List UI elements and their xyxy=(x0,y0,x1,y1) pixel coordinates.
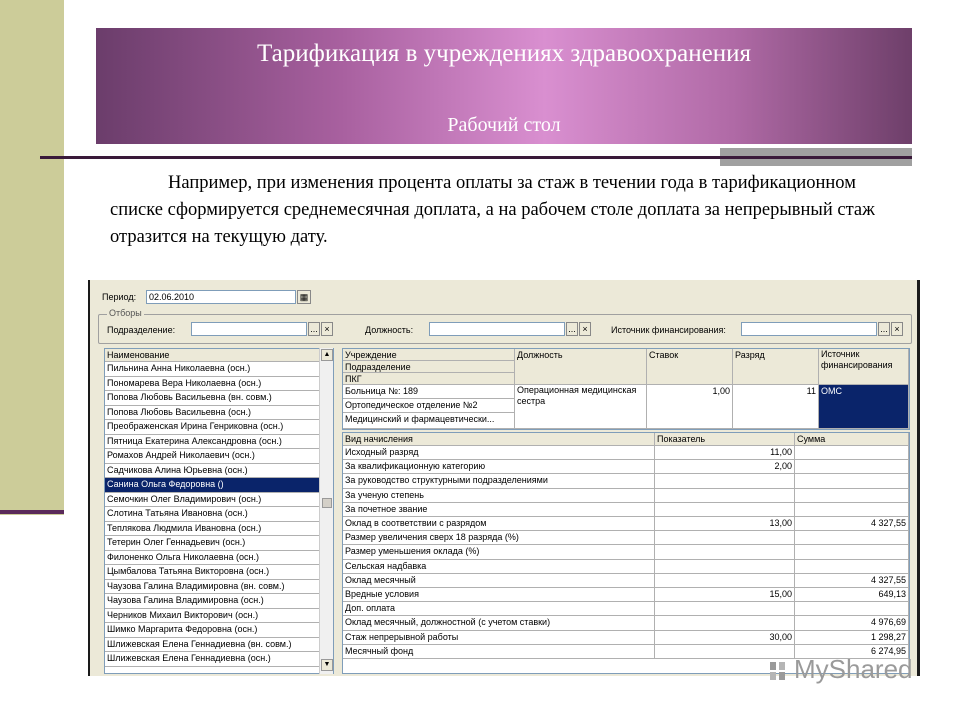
accrual-indicator-cell[interactable] xyxy=(655,489,795,503)
col-accrual-type: Вид начисления xyxy=(343,433,655,446)
filter-source-select-button[interactable]: ... xyxy=(878,322,890,336)
slide-title: Тарификация в учреждениях здравоохранения xyxy=(257,40,751,67)
accrual-sum-cell[interactable] xyxy=(795,503,909,517)
accrual-type-cell[interactable]: За руководство структурными подразделениями xyxy=(343,474,655,488)
accrual-indicator-cell[interactable] xyxy=(655,574,795,588)
accrual-type-cell[interactable]: Размер увеличения сверх 18 разряда (%) xyxy=(343,531,655,545)
accrual-sum-cell[interactable] xyxy=(795,602,909,616)
slide-body-text: Например, при изменения процента оплаты за стаж в течении года в тарификационном списке сформируется среднемесячная доплата, а на рабочем столе доплата за непрерывный стаж отразится на текущую дату. xyxy=(110,173,875,247)
accrual-indicator-cell[interactable]: 15,00 xyxy=(655,588,795,602)
list-item[interactable]: Преображенская Ирина Генриковна (осн.) xyxy=(105,420,321,435)
accrual-indicator-cell[interactable] xyxy=(655,602,795,616)
list-item[interactable]: Слотина Татьяна Ивановна (осн.) xyxy=(105,507,321,522)
accrual-sum-cell[interactable]: 1 298,27 xyxy=(795,631,909,645)
list-item[interactable]: Шлижевская Елена Геннадиевна (осн.) xyxy=(105,652,321,667)
list-item[interactable]: Пильнина Анна Николаевна (осн.) xyxy=(105,362,321,377)
list-item[interactable]: Садчикова Алина Юрьевна (осн.) xyxy=(105,464,321,479)
accrual-type-cell[interactable]: Размер уменьшения оклада (%) xyxy=(343,545,655,559)
list-item[interactable]: Чаузова Галина Владимировна (вн. совм.) xyxy=(105,580,321,595)
list-item[interactable]: Ромахов Андрей Николаевич (осн.) xyxy=(105,449,321,464)
watermark-text: MyShared xyxy=(794,654,913,684)
list-scrollbar[interactable] xyxy=(319,348,333,674)
list-item[interactable]: Шлижевская Елена Геннадиевна (вн. совм.) xyxy=(105,638,321,653)
accrual-type-cell[interactable]: За почетное звание xyxy=(343,503,655,517)
source-value: ОМС xyxy=(819,385,909,429)
accrual-type-cell[interactable]: Сельская надбавка xyxy=(343,560,655,574)
accrual-indicator-cell[interactable] xyxy=(655,616,795,630)
accrual-sum-cell[interactable]: 6 274,95 xyxy=(795,645,909,659)
accrual-sum-cell[interactable]: 4 976,69 xyxy=(795,616,909,630)
filter-department-select-button[interactable]: ... xyxy=(308,322,320,336)
col-rate: Ставок xyxy=(647,349,733,385)
grade-value: 11 xyxy=(733,385,819,429)
filter-position-label: Должность: xyxy=(365,325,414,335)
accrual-sum-cell[interactable] xyxy=(795,489,909,503)
accrual-sum-cell[interactable] xyxy=(795,560,909,574)
filters-group xyxy=(98,308,912,344)
accrual-type-cell[interactable]: Вредные условия xyxy=(343,588,655,602)
list-item[interactable]: Пятница Екатерина Александровна (осн.) xyxy=(105,435,321,450)
col-department: Подразделение xyxy=(343,361,515,373)
accrual-sum-cell[interactable] xyxy=(795,446,909,460)
list-item[interactable]: Теплякова Людмила Ивановна (осн.) xyxy=(105,522,321,537)
accrual-type-cell[interactable]: За ученую степень xyxy=(343,489,655,503)
col-sum: Сумма xyxy=(795,433,909,446)
accrual-sum-cell[interactable]: 649,13 xyxy=(795,588,909,602)
accrual-sum-cell[interactable] xyxy=(795,474,909,488)
col-grade: Разряд xyxy=(733,349,819,385)
col-indicator: Показатель xyxy=(655,433,795,446)
accrual-indicator-cell[interactable] xyxy=(655,531,795,545)
accrual-indicator-cell[interactable] xyxy=(655,503,795,517)
pkg-value: Медицинский и фармацевтически... xyxy=(343,413,515,429)
accrual-indicator-cell[interactable] xyxy=(655,545,795,559)
decorative-strip xyxy=(0,0,64,515)
slide-header xyxy=(96,28,912,144)
filter-source-clear-button[interactable]: × xyxy=(891,322,903,336)
accrual-type-cell[interactable]: Стаж непрерывной работы xyxy=(343,631,655,645)
filter-department-label: Подразделение: xyxy=(107,325,176,335)
accrual-indicator-cell[interactable]: 11,00 xyxy=(655,446,795,460)
accrual-type-cell[interactable]: Оклад в соответствии с разрядом xyxy=(343,517,655,531)
list-item[interactable]: Тетерин Олег Геннадьевич (осн.) xyxy=(105,536,321,551)
scroll-down-icon[interactable]: ▼ xyxy=(321,659,333,671)
list-item[interactable]: Пономарева Вера Николаевна (осн.) xyxy=(105,377,321,392)
period-label: Период: xyxy=(102,292,137,302)
employee-info-table xyxy=(342,348,910,430)
list-item[interactable]: Черников Михаил Викторович (осн.) xyxy=(105,609,321,624)
accrual-type-cell[interactable]: Исходный разряд xyxy=(343,446,655,460)
accruals-table xyxy=(342,432,910,674)
watermark-logo-icon xyxy=(768,660,788,682)
filter-position-input[interactable] xyxy=(429,322,565,336)
accrual-sum-cell[interactable] xyxy=(795,545,909,559)
rate-value: 1,00 xyxy=(647,385,733,429)
app-window xyxy=(88,280,920,676)
list-header[interactable]: Наименование xyxy=(105,349,321,362)
accrual-indicator-cell[interactable]: 30,00 xyxy=(655,631,795,645)
slide-subtitle: Рабочий стол xyxy=(447,114,561,136)
filters-label: Отборы xyxy=(109,308,142,318)
employee-list[interactable] xyxy=(104,348,334,674)
accrual-indicator-cell[interactable] xyxy=(655,560,795,574)
accrual-type-cell[interactable]: Оклад месячный, должностной (с учетом ставки) xyxy=(343,616,655,630)
list-item[interactable]: Цымбалова Татьяна Викторовна (осн.) xyxy=(105,565,321,580)
list-item[interactable]: Санина Ольга Федоровна () xyxy=(105,478,321,493)
accrual-indicator-cell[interactable] xyxy=(655,474,795,488)
col-pkg: ПКГ xyxy=(343,373,515,385)
decorative-line xyxy=(0,510,64,514)
filter-source-input[interactable] xyxy=(741,322,877,336)
filter-department-input[interactable] xyxy=(191,322,307,336)
list-item[interactable]: Чаузова Галина Владимировна (осн.) xyxy=(105,594,321,609)
col-institution: Учреждение xyxy=(343,349,515,361)
list-item[interactable]: Шимко Маргарита Федоровна (осн.) xyxy=(105,623,321,638)
accrual-sum-cell[interactable] xyxy=(795,531,909,545)
position-value: Операционная медицинская сестра xyxy=(515,385,647,429)
accrual-indicator-cell[interactable]: 2,00 xyxy=(655,460,795,474)
institution-value: Больница №: 189 xyxy=(343,385,515,399)
scroll-up-icon[interactable]: ▲ xyxy=(321,349,333,361)
list-item[interactable]: Семочкин Олег Владимирович (осн.) xyxy=(105,493,321,508)
period-input[interactable]: 02.06.2010 xyxy=(146,290,296,304)
col-position: Должность xyxy=(515,349,647,385)
filter-source-label: Источник финансирования: xyxy=(611,325,726,335)
department-value: Ортопедическое отделение №2 xyxy=(343,399,515,413)
accrual-type-cell[interactable]: Месячный фонд xyxy=(343,645,655,659)
accrual-indicator-cell[interactable] xyxy=(655,645,795,659)
divider xyxy=(720,156,912,159)
accrual-type-cell[interactable]: За квалификационную категорию xyxy=(343,460,655,474)
list-item[interactable]: Попова Любовь Васильевна (осн.) xyxy=(105,406,321,421)
scroll-thumb[interactable] xyxy=(322,498,332,508)
filter-position-clear-button[interactable]: × xyxy=(579,322,591,336)
list-item[interactable]: Попова Любовь Васильевна (вн. совм.) xyxy=(105,391,321,406)
filter-position-select-button[interactable]: ... xyxy=(566,322,578,336)
accrual-type-cell[interactable]: Оклад месячный xyxy=(343,574,655,588)
list-item[interactable]: Филоненко Ольга Николаевна (осн.) xyxy=(105,551,321,566)
accrual-type-cell[interactable]: Доп. оплата xyxy=(343,602,655,616)
accrual-sum-cell[interactable]: 4 327,55 xyxy=(795,574,909,588)
accrual-sum-cell[interactable] xyxy=(795,460,909,474)
accrual-sum-cell[interactable]: 4 327,55 xyxy=(795,517,909,531)
accrual-indicator-cell[interactable]: 13,00 xyxy=(655,517,795,531)
filter-department-clear-button[interactable]: × xyxy=(321,322,333,336)
col-source: Источник финансирования xyxy=(819,349,909,385)
calendar-icon[interactable]: ▦ xyxy=(297,290,311,304)
